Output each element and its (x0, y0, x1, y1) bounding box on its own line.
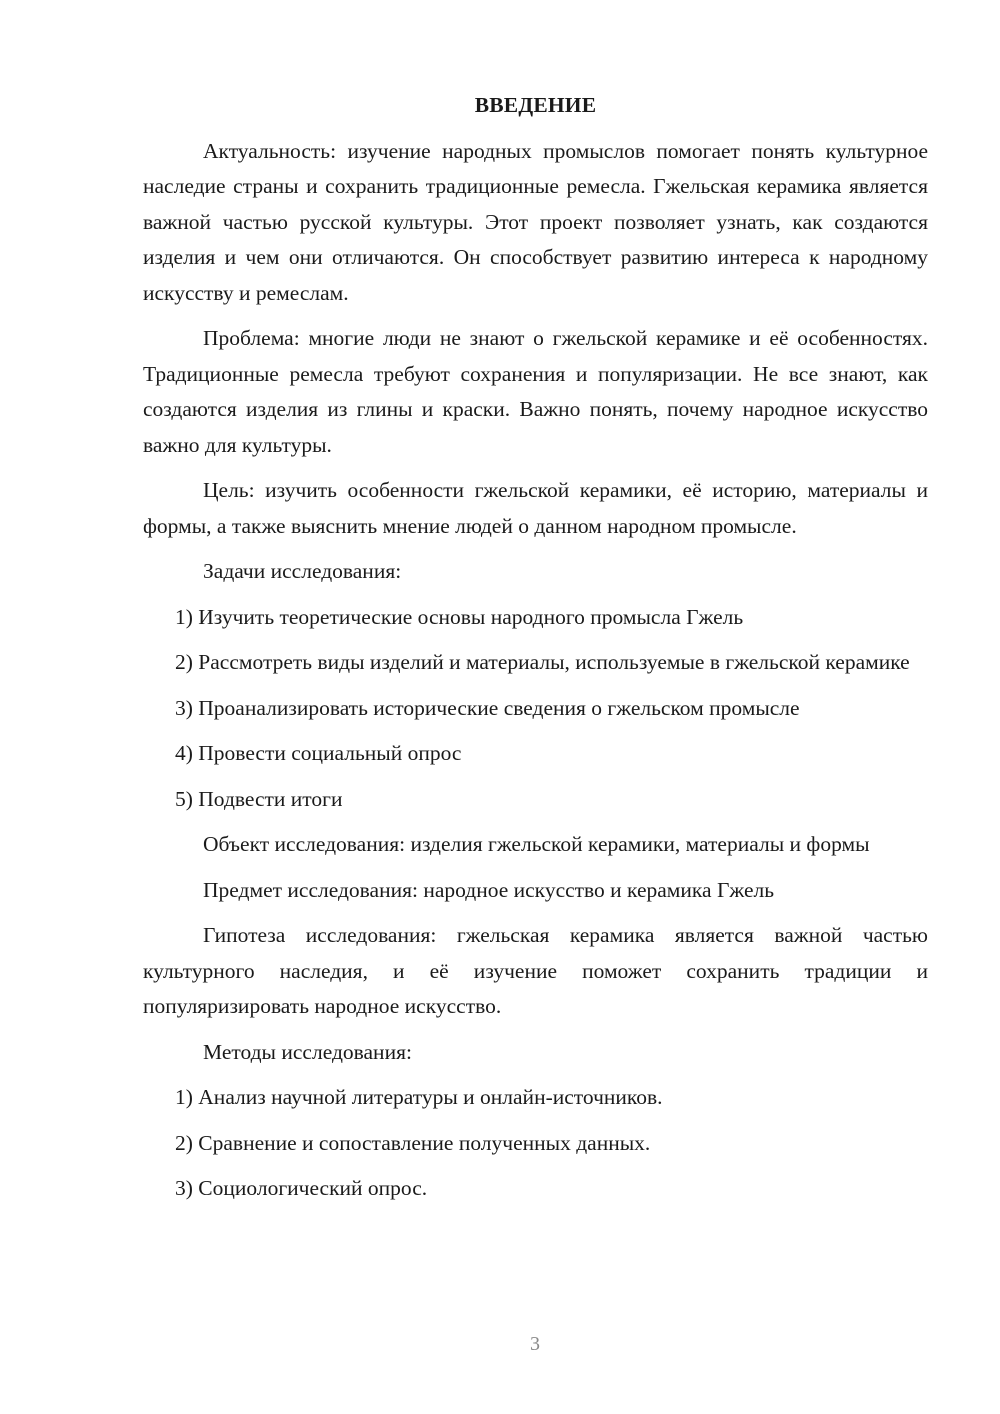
method-item: 2) Сравнение и сопоставление полученных данных. (175, 1130, 651, 1155)
task-item: 5) Подвести итоги (175, 786, 343, 811)
method-item: 3) Социологический опрос. (175, 1176, 428, 1200)
tasks-heading: Задачи исследования: (203, 559, 402, 583)
subject-paragraph: Предмет исследования: народное искусство и керамика Гжель (203, 877, 775, 902)
methods-heading: Методы исследования: (203, 1039, 412, 1064)
task-item: 2) Рассмотреть виды изделий и материалы, используемые в гжельской керамике (175, 650, 910, 674)
task-item: 4) Провести социальный опрос (175, 741, 462, 765)
relevance-paragraph: Актуальность: изучение народных промыслов помогает понять культурное наследие страны и сохранить традиционные ремесла. Гжельская керамика является важной частью русской культуры. Этот проект позволяет узнать, как создаются изделия и чем они отличаются. Он способствует развитию интереса к народному искусству и ремеслам. (143, 138, 928, 305)
document-title: ВВЕДЕНИЕ (474, 93, 597, 117)
document-page (143, 88, 928, 1217)
hypothesis-paragraph: Гипотеза исследования: гжельская керамика является важной частью культурного наследия, и её изучение поможет сохранить традиции и популяризировать народное искусство. (143, 923, 928, 1018)
goal-paragraph: Цель: изучить особенности гжельской керамики, её историю, материалы и формы, а также выяснить мнение людей о данном народном промысле. (143, 478, 928, 538)
object-paragraph: Объект исследования: изделия гжельской керамики, материалы и формы (203, 832, 870, 856)
page-number: 3 (530, 1333, 540, 1355)
task-item: 3) Проанализировать исторические сведения о гжельском промысле (175, 695, 800, 720)
method-item: 1) Анализ научной литературы и онлайн-источников. (175, 1085, 663, 1109)
task-item: 1) Изучить теоретические основы народного промысла Гжель (175, 604, 744, 629)
problem-paragraph: Проблема: многие люди не знают о гжельской керамике и её особенностях. Традиционные ремесла требуют сохранения и популяризации. Не все знают, как создаются изделия из глины и краски. Важно понять, почему народное искусство важно для культуры. (143, 326, 928, 457)
